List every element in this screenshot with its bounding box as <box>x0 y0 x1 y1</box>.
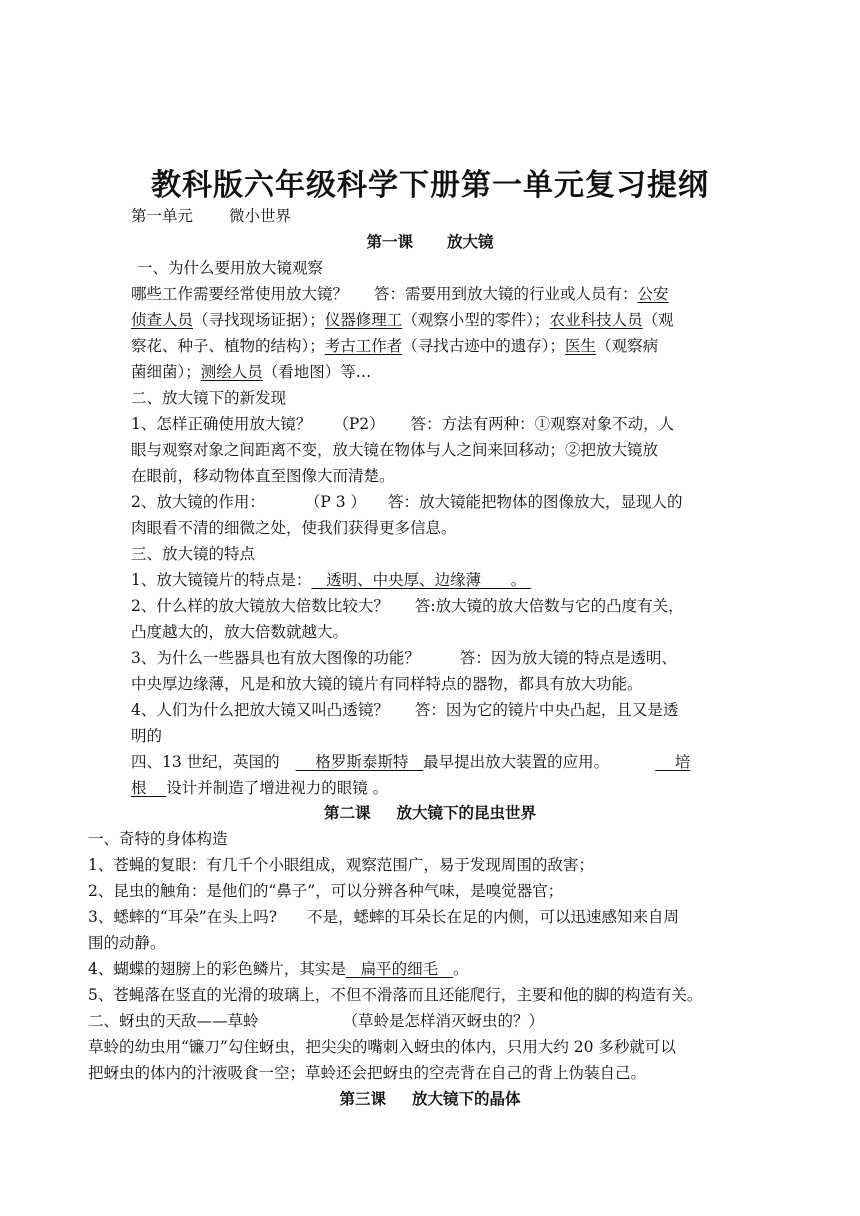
lesson1-a6-line1: 答：因为放大镜的特点是透明、 <box>459 649 677 667</box>
job-police-note: （寻找现场证据）； <box>193 311 325 329</box>
lesson1-q4: 1、放大镜镜片的特点是： <box>131 571 312 589</box>
lesson1-a3-line2: 肉眼看不清的细微之处，使我们获得更多信息。 <box>131 519 457 537</box>
lesson1-a1-prefix: 答：需要用到放大镜的行业或人员有： <box>374 285 638 303</box>
unit-line <box>131 203 291 229</box>
lesson1-q1-line4 <box>131 359 371 385</box>
job-surveyor-note: （看地图）等… <box>262 363 372 381</box>
lesson2-p6-line2: 把蚜虫的体内的汁液吸食一空；草蛉还会把蚜虫的空壳背在自己的背上伪装自己。 <box>88 1064 647 1082</box>
lesson2-section1: 一、奇特的身体构造 <box>88 830 228 848</box>
lesson2-p3-answer: 不是，蟋蟀的耳朵长在足的内侧，可以迅速感知来自周 <box>307 908 680 926</box>
lesson1-a7-line2: 明的 <box>131 727 163 745</box>
job-agritech-note-part1: （观 <box>642 311 674 329</box>
lesson2-p3-line2: 围的动静。 <box>88 934 166 952</box>
lesson2-p2: 2、昆虫的触角：是他们的“鼻子”，可以分辨各种气味，是嗅觉器官； <box>88 882 564 900</box>
job-archaeologist-note: （寻找古迹中的遗存）； <box>402 337 566 355</box>
lesson1-s4-name2-blank-part1 <box>655 753 690 771</box>
lesson2-p3-question: 3、蟋蟀的“耳朵”在头上吗? <box>88 908 278 926</box>
lesson1-s4-prefix: 四、13 世纪，英国的 <box>131 753 280 771</box>
lesson1-q2-line1 <box>131 411 674 437</box>
lesson3-number: 第三课 <box>339 1089 386 1108</box>
unit-name: 微小世界 <box>229 207 292 225</box>
lesson3-heading <box>0 1086 860 1112</box>
lesson1-section1: 一、为什么要用放大镜观察 <box>137 259 324 277</box>
lesson2-heading <box>0 800 860 826</box>
lesson1-q6-line1 <box>131 645 677 671</box>
lesson2-section2 <box>88 1008 544 1034</box>
lesson1-q5-line1 <box>131 593 684 619</box>
lesson1-heading <box>0 229 860 255</box>
lesson2-section2-title: 二、蚜虫的天敌——草蛉 <box>88 1012 259 1030</box>
lesson2-p5: 5、苍蝇落在竖直的光滑的玻璃上，不但不滑落而且还能爬行，主要和他的脚的构造有关。 <box>88 986 703 1004</box>
lesson1-q1-line1 <box>131 281 669 307</box>
lesson1-s4-name2-part1: 培 <box>674 753 691 771</box>
lesson2-p4-end: 。 <box>452 960 469 978</box>
job-doctor-note-part1: （观察病 <box>596 337 659 355</box>
lesson1-s4-name2-blank-part2 <box>131 779 166 797</box>
job-archaeologist: 考古工作者 <box>324 337 403 355</box>
lesson2-p6-line1: 草蛉的幼虫用“镰刀”勾住蚜虫，把尖尖的嘴刺入蚜虫的体内，只用大约 20 多秒就可以 <box>88 1038 676 1056</box>
lesson1-q2: 1、怎样正确使用放大镜？ <box>131 415 312 433</box>
lesson1-name: 放大镜 <box>447 232 494 251</box>
lesson1-a6-line2: 中央厚边缘薄，凡是和放大镜的镜片有同样特点的器物，都具有放大功能。 <box>131 675 643 693</box>
lesson1-q7: 4、人们为什么把放大镜又叫凸透镜？ <box>131 701 389 719</box>
lesson2-section2-question: （草蛉是怎样消灭蚜虫的？） <box>342 1012 545 1030</box>
lesson1-section3: 三、放大镜的特点 <box>131 545 256 563</box>
lesson1-section4-line1 <box>131 749 690 775</box>
lesson1-q3: 2、放大镜的作用： <box>131 493 265 511</box>
lesson1-a5-line2: 凸度越大的，放大倍数就越大。 <box>131 623 349 641</box>
lesson1-q4-line <box>131 567 531 593</box>
lesson2-number: 第二课 <box>323 803 371 822</box>
lesson1-a3-line1: 答：放大镜能把物体的图像放大，显现人的 <box>388 493 683 511</box>
lesson1-a4-end: 。 <box>510 571 527 589</box>
lesson2-p1: 1、苍蝇的复眼：有几千个小眼组成，观察范围广，易于发现周围的敌害； <box>88 856 594 874</box>
job-agritech: 农业科技人员 <box>549 311 643 329</box>
lesson1-section2: 二、放大镜下的新发现 <box>131 389 287 407</box>
lesson1-a5-line1: 答:放大镜的放大倍数与它的凸度有关， <box>414 597 684 615</box>
lesson1-a2-line1: 答：方法有两种：①观察对象不动，人 <box>410 415 675 433</box>
job-doctor-note-part2: 菌细菌）； <box>131 363 201 381</box>
page-title: 教科版六年级科学下册第一单元复习提纲 <box>151 168 709 203</box>
lesson1-s4-name1-blank <box>296 753 424 771</box>
lesson1-a7-line1: 答：因为它的镜片中央凸起，且又是透 <box>414 701 679 719</box>
lesson1-a4-blank <box>311 571 531 589</box>
lesson1-q1: 哪些工作需要经常使用放大镜？ <box>131 285 349 303</box>
lesson2-p4 <box>88 956 468 982</box>
job-agritech-note-part2: 察花、种子、植物的结构）； <box>131 337 325 355</box>
unit-label: 第一单元 <box>131 207 194 225</box>
job-police-part1: 公安 <box>637 285 669 303</box>
lesson1-q3-line1 <box>131 489 683 515</box>
lesson2-p3-line1 <box>88 904 679 930</box>
job-repairer: 仪器修理工 <box>324 311 403 329</box>
lesson1-q1-line3 <box>131 333 658 359</box>
lesson1-q2-ref: （P2） <box>333 415 385 433</box>
lesson1-section4-line2 <box>131 775 388 801</box>
job-police-part2: 侦查人员 <box>131 311 194 329</box>
lesson2-p4-prefix: 4、蝴蝶的翅膀上的彩色鳞片，其实是 <box>88 960 346 978</box>
lesson1-s4-mid: 最早提出放大装置的应用。 <box>423 753 610 771</box>
lesson1-a2-line2: 眼与观察对象之间距离不变，放大镜在物体与人之间来回移动；②把放大镜放 <box>131 441 659 459</box>
job-repairer-note: （观察小型的零件）； <box>402 311 550 329</box>
lesson1-a4: 透明、中央厚、边缘薄 <box>326 571 482 589</box>
lesson1-q1-line2 <box>131 307 674 333</box>
lesson1-s4-name2-part2: 根 <box>131 779 147 797</box>
lesson2-name: 放大镜下的昆虫世界 <box>396 803 537 822</box>
lesson1-q7-line1 <box>131 697 678 723</box>
lesson3-name: 放大镜下的晶体 <box>412 1089 521 1108</box>
lesson1-q5: 2、什么样的放大镜放大倍数比较大？ <box>131 597 389 615</box>
lesson1-q6: 3、为什么一些器具也有放大图像的功能？ <box>131 649 420 667</box>
lesson1-s4-name1: 格罗斯泰斯特 <box>315 753 409 771</box>
job-doctor: 医生 <box>565 337 597 355</box>
lesson1-number: 第一课 <box>366 232 413 251</box>
lesson1-q3-ref: （P 3 ） <box>304 493 367 511</box>
job-surveyor: 测绘人员 <box>200 363 263 381</box>
lesson2-p4-blank <box>346 960 453 978</box>
lesson1-s4-end: 设计并制造了增进视力的眼镜 。 <box>166 779 389 797</box>
lesson2-p4-answer: 扁平的细毛 <box>360 960 439 978</box>
lesson1-a2-line3: 在眼前，移动物体直至图像大而清楚。 <box>131 467 395 485</box>
